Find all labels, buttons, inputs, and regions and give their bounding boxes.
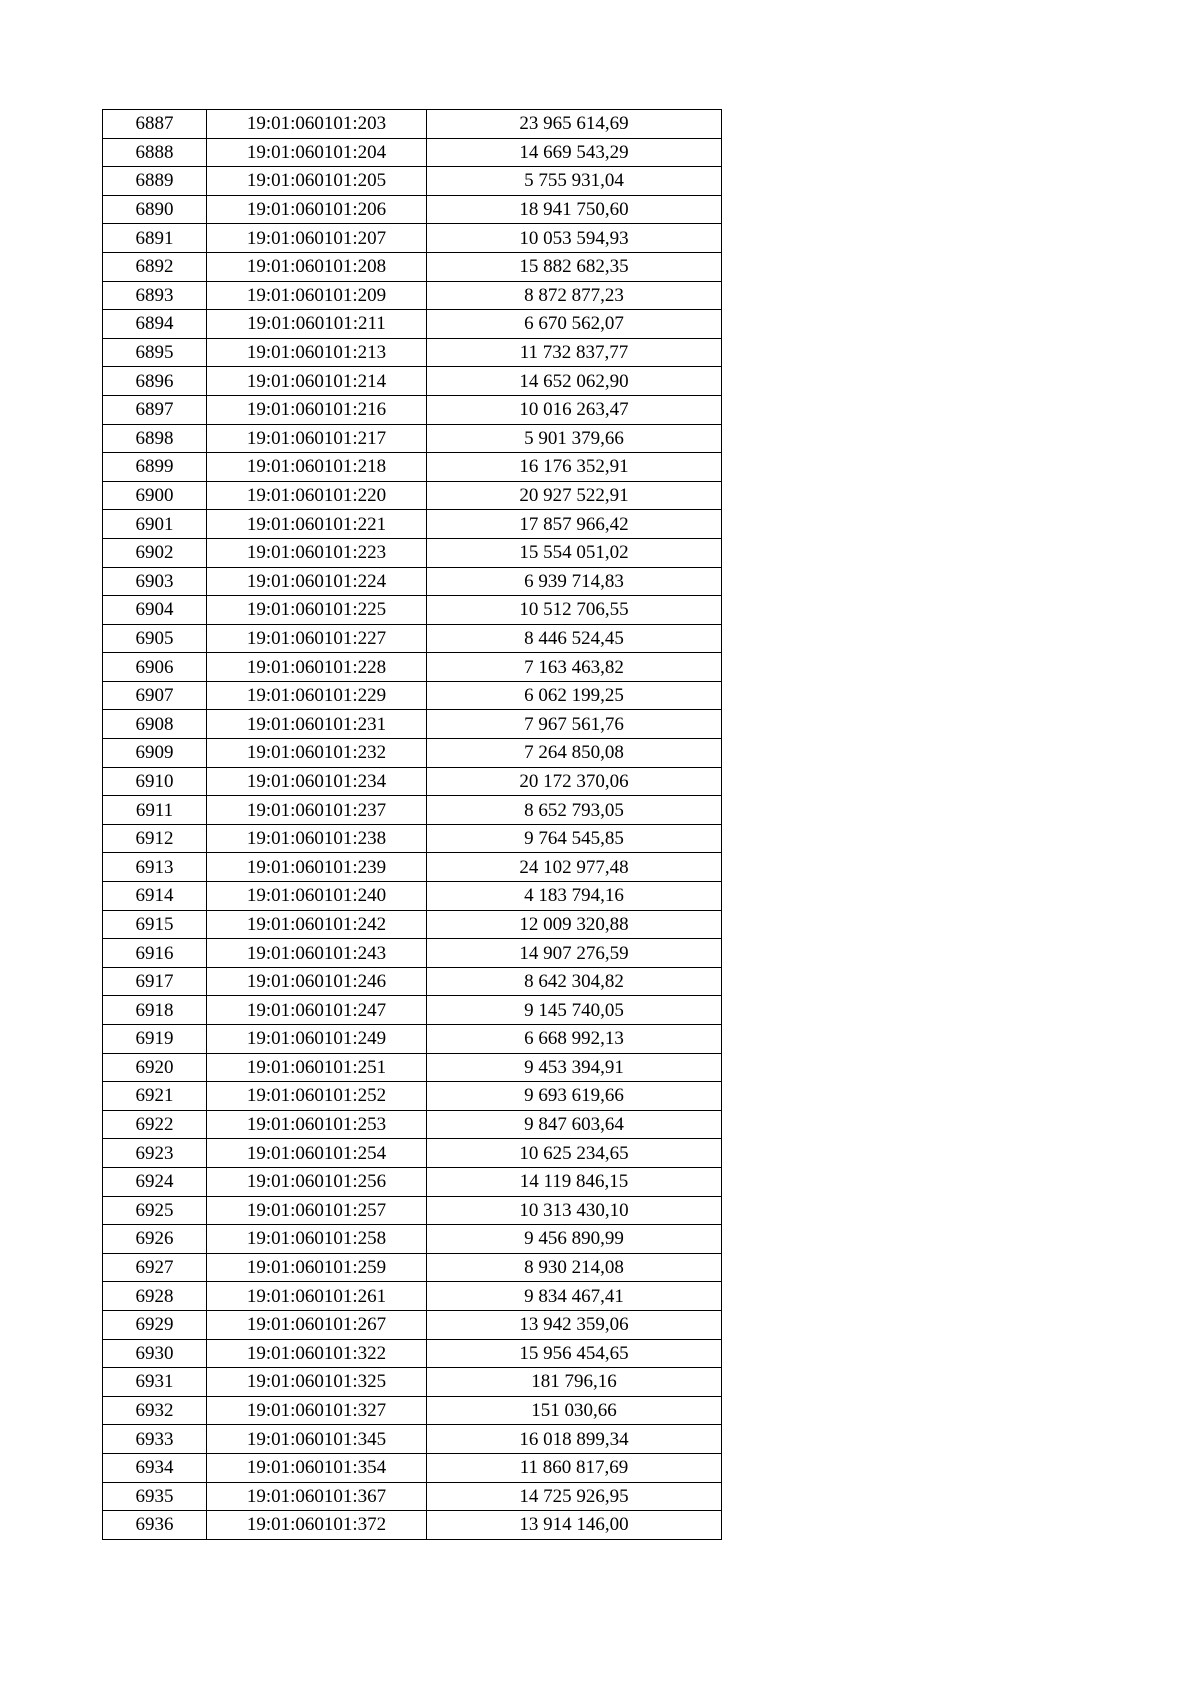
cadastral-number-cell: 19:01:060101:240 <box>207 882 427 911</box>
cadastral-number-cell: 19:01:060101:259 <box>207 1253 427 1282</box>
cadastral-number-cell: 19:01:060101:251 <box>207 1053 427 1082</box>
value-cell: 13 914 146,00 <box>427 1511 722 1540</box>
value-cell: 11 860 817,69 <box>427 1453 722 1482</box>
cadastral-number-cell: 19:01:060101:325 <box>207 1368 427 1397</box>
cadastral-number-cell: 19:01:060101:252 <box>207 1082 427 1111</box>
row-number-cell: 6918 <box>103 996 207 1025</box>
value-cell: 15 554 051,02 <box>427 538 722 567</box>
cadastral-number-cell: 19:01:060101:253 <box>207 1110 427 1139</box>
row-number-cell: 6915 <box>103 910 207 939</box>
row-number-cell: 6897 <box>103 395 207 424</box>
table-row <box>103 1253 722 1282</box>
value-cell: 18 941 750,60 <box>427 195 722 224</box>
table-row <box>103 624 722 653</box>
value-cell: 14 119 846,15 <box>427 1167 722 1196</box>
cadastral-number-cell: 19:01:060101:206 <box>207 195 427 224</box>
cadastral-number-cell: 19:01:060101:229 <box>207 681 427 710</box>
table-row <box>103 1196 722 1225</box>
value-cell: 10 313 430,10 <box>427 1196 722 1225</box>
row-number-cell: 6888 <box>103 138 207 167</box>
table-row <box>103 681 722 710</box>
value-cell: 5 755 931,04 <box>427 167 722 196</box>
row-number-cell: 6893 <box>103 281 207 310</box>
cadastral-number-cell: 19:01:060101:209 <box>207 281 427 310</box>
value-cell: 13 942 359,06 <box>427 1310 722 1339</box>
row-number-cell: 6924 <box>103 1167 207 1196</box>
table-row <box>103 395 722 424</box>
value-cell: 9 834 467,41 <box>427 1282 722 1311</box>
cadastral-number-cell: 19:01:060101:207 <box>207 224 427 253</box>
row-number-cell: 6891 <box>103 224 207 253</box>
table-row <box>103 910 722 939</box>
table-row <box>103 996 722 1025</box>
cadastral-number-cell: 19:01:060101:217 <box>207 424 427 453</box>
cadastral-number-cell: 19:01:060101:234 <box>207 767 427 796</box>
value-cell: 6 062 199,25 <box>427 681 722 710</box>
row-number-cell: 6898 <box>103 424 207 453</box>
value-cell: 7 264 850,08 <box>427 739 722 768</box>
value-cell: 12 009 320,88 <box>427 910 722 939</box>
cadastral-number-cell: 19:01:060101:232 <box>207 739 427 768</box>
value-cell: 24 102 977,48 <box>427 853 722 882</box>
value-cell: 20 927 522,91 <box>427 481 722 510</box>
row-number-cell: 6894 <box>103 310 207 339</box>
cadastral-number-cell: 19:01:060101:204 <box>207 138 427 167</box>
value-cell: 16 018 899,34 <box>427 1425 722 1454</box>
table-row <box>103 1482 722 1511</box>
row-number-cell: 6923 <box>103 1139 207 1168</box>
row-number-cell: 6925 <box>103 1196 207 1225</box>
row-number-cell: 6935 <box>103 1482 207 1511</box>
row-number-cell: 6919 <box>103 1025 207 1054</box>
value-cell: 6 668 992,13 <box>427 1025 722 1054</box>
value-cell: 20 172 370,06 <box>427 767 722 796</box>
cadastral-number-cell: 19:01:060101:267 <box>207 1310 427 1339</box>
value-cell: 4 183 794,16 <box>427 882 722 911</box>
value-cell: 9 456 890,99 <box>427 1225 722 1254</box>
row-number-cell: 6917 <box>103 967 207 996</box>
row-number-cell: 6901 <box>103 510 207 539</box>
table-row <box>103 853 722 882</box>
cadastral-number-cell: 19:01:060101:242 <box>207 910 427 939</box>
cadastral-number-cell: 19:01:060101:261 <box>207 1282 427 1311</box>
value-cell: 7 967 561,76 <box>427 710 722 739</box>
cadastral-number-cell: 19:01:060101:223 <box>207 538 427 567</box>
value-cell: 181 796,16 <box>427 1368 722 1397</box>
value-cell: 5 901 379,66 <box>427 424 722 453</box>
cadastral-number-cell: 19:01:060101:216 <box>207 395 427 424</box>
row-number-cell: 6914 <box>103 882 207 911</box>
table-row <box>103 1511 722 1540</box>
table-row <box>103 367 722 396</box>
table-row <box>103 338 722 367</box>
table-row <box>103 167 722 196</box>
row-number-cell: 6900 <box>103 481 207 510</box>
value-cell: 11 732 837,77 <box>427 338 722 367</box>
value-cell: 9 145 740,05 <box>427 996 722 1025</box>
table-row <box>103 538 722 567</box>
value-cell: 14 652 062,90 <box>427 367 722 396</box>
cadastral-number-cell: 19:01:060101:237 <box>207 796 427 825</box>
row-number-cell: 6904 <box>103 596 207 625</box>
table-row <box>103 1339 722 1368</box>
cadastral-number-cell: 19:01:060101:367 <box>207 1482 427 1511</box>
row-number-cell: 6911 <box>103 796 207 825</box>
row-number-cell: 6928 <box>103 1282 207 1311</box>
row-number-cell: 6887 <box>103 110 207 139</box>
table-row <box>103 310 722 339</box>
row-number-cell: 6909 <box>103 739 207 768</box>
value-cell: 8 446 524,45 <box>427 624 722 653</box>
cadastral-number-cell: 19:01:060101:322 <box>207 1339 427 1368</box>
table-row <box>103 138 722 167</box>
table-row <box>103 252 722 281</box>
table-row <box>103 510 722 539</box>
value-cell: 8 642 304,82 <box>427 967 722 996</box>
table-row <box>103 453 722 482</box>
value-cell: 15 882 682,35 <box>427 252 722 281</box>
table-row <box>103 1110 722 1139</box>
value-cell: 16 176 352,91 <box>427 453 722 482</box>
table-row <box>103 110 722 139</box>
table-row <box>103 1025 722 1054</box>
cadastral-number-cell: 19:01:060101:249 <box>207 1025 427 1054</box>
table-row <box>103 1282 722 1311</box>
value-cell: 10 016 263,47 <box>427 395 722 424</box>
table-row <box>103 739 722 768</box>
row-number-cell: 6905 <box>103 624 207 653</box>
row-number-cell: 6921 <box>103 1082 207 1111</box>
value-cell: 8 652 793,05 <box>427 796 722 825</box>
table-row <box>103 195 722 224</box>
cadastral-number-cell: 19:01:060101:227 <box>207 624 427 653</box>
value-cell: 10 625 234,65 <box>427 1139 722 1168</box>
table-row <box>103 281 722 310</box>
table-row <box>103 1225 722 1254</box>
value-cell: 10 512 706,55 <box>427 596 722 625</box>
value-cell: 15 956 454,65 <box>427 1339 722 1368</box>
row-number-cell: 6890 <box>103 195 207 224</box>
value-cell: 6 939 714,83 <box>427 567 722 596</box>
row-number-cell: 6907 <box>103 681 207 710</box>
row-number-cell: 6912 <box>103 824 207 853</box>
cadastral-number-cell: 19:01:060101:203 <box>207 110 427 139</box>
cadastral-number-cell: 19:01:060101:247 <box>207 996 427 1025</box>
table-row <box>103 1310 722 1339</box>
row-number-cell: 6931 <box>103 1368 207 1397</box>
table-row <box>103 1453 722 1482</box>
table-row <box>103 1053 722 1082</box>
table-body <box>103 110 722 1540</box>
cadastral-number-cell: 19:01:060101:258 <box>207 1225 427 1254</box>
table-row <box>103 567 722 596</box>
cadastral-value-table <box>102 109 722 1540</box>
row-number-cell: 6933 <box>103 1425 207 1454</box>
row-number-cell: 6913 <box>103 853 207 882</box>
row-number-cell: 6892 <box>103 252 207 281</box>
row-number-cell: 6926 <box>103 1225 207 1254</box>
row-number-cell: 6910 <box>103 767 207 796</box>
cadastral-number-cell: 19:01:060101:224 <box>207 567 427 596</box>
value-cell: 17 857 966,42 <box>427 510 722 539</box>
value-cell: 151 030,66 <box>427 1396 722 1425</box>
cadastral-number-cell: 19:01:060101:205 <box>207 167 427 196</box>
cadastral-number-cell: 19:01:060101:354 <box>207 1453 427 1482</box>
cadastral-number-cell: 19:01:060101:254 <box>207 1139 427 1168</box>
row-number-cell: 6927 <box>103 1253 207 1282</box>
row-number-cell: 6930 <box>103 1339 207 1368</box>
row-number-cell: 6908 <box>103 710 207 739</box>
row-number-cell: 6929 <box>103 1310 207 1339</box>
value-cell: 9 764 545,85 <box>427 824 722 853</box>
cadastral-number-cell: 19:01:060101:256 <box>207 1167 427 1196</box>
table-row <box>103 882 722 911</box>
value-cell: 9 453 394,91 <box>427 1053 722 1082</box>
cadastral-number-cell: 19:01:060101:214 <box>207 367 427 396</box>
cadastral-number-cell: 19:01:060101:345 <box>207 1425 427 1454</box>
table-row <box>103 710 722 739</box>
cadastral-number-cell: 19:01:060101:239 <box>207 853 427 882</box>
table-row <box>103 1082 722 1111</box>
table-row <box>103 653 722 682</box>
table-row <box>103 1396 722 1425</box>
cadastral-number-cell: 19:01:060101:246 <box>207 967 427 996</box>
cadastral-number-cell: 19:01:060101:257 <box>207 1196 427 1225</box>
row-number-cell: 6896 <box>103 367 207 396</box>
row-number-cell: 6899 <box>103 453 207 482</box>
row-number-cell: 6895 <box>103 338 207 367</box>
row-number-cell: 6902 <box>103 538 207 567</box>
table-row <box>103 424 722 453</box>
cadastral-number-cell: 19:01:060101:221 <box>207 510 427 539</box>
value-cell: 8 872 877,23 <box>427 281 722 310</box>
cadastral-number-cell: 19:01:060101:228 <box>207 653 427 682</box>
row-number-cell: 6934 <box>103 1453 207 1482</box>
table-row <box>103 1139 722 1168</box>
cadastral-number-cell: 19:01:060101:208 <box>207 252 427 281</box>
value-cell: 14 669 543,29 <box>427 138 722 167</box>
table-row <box>103 967 722 996</box>
value-cell: 8 930 214,08 <box>427 1253 722 1282</box>
cadastral-number-cell: 19:01:060101:220 <box>207 481 427 510</box>
table-row <box>103 224 722 253</box>
value-cell: 23 965 614,69 <box>427 110 722 139</box>
value-cell: 10 053 594,93 <box>427 224 722 253</box>
table-row <box>103 1167 722 1196</box>
table-row <box>103 824 722 853</box>
value-cell: 7 163 463,82 <box>427 653 722 682</box>
row-number-cell: 6932 <box>103 1396 207 1425</box>
value-cell: 14 907 276,59 <box>427 939 722 968</box>
row-number-cell: 6903 <box>103 567 207 596</box>
row-number-cell: 6906 <box>103 653 207 682</box>
cadastral-number-cell: 19:01:060101:211 <box>207 310 427 339</box>
cadastral-number-cell: 19:01:060101:231 <box>207 710 427 739</box>
row-number-cell: 6920 <box>103 1053 207 1082</box>
cadastral-number-cell: 19:01:060101:372 <box>207 1511 427 1540</box>
row-number-cell: 6936 <box>103 1511 207 1540</box>
cadastral-number-cell: 19:01:060101:218 <box>207 453 427 482</box>
table-row <box>103 596 722 625</box>
value-cell: 9 847 603,64 <box>427 1110 722 1139</box>
row-number-cell: 6889 <box>103 167 207 196</box>
table-row <box>103 481 722 510</box>
table-row <box>103 796 722 825</box>
table-row <box>103 767 722 796</box>
row-number-cell: 6922 <box>103 1110 207 1139</box>
cadastral-number-cell: 19:01:060101:327 <box>207 1396 427 1425</box>
cadastral-number-cell: 19:01:060101:243 <box>207 939 427 968</box>
row-number-cell: 6916 <box>103 939 207 968</box>
table-row <box>103 939 722 968</box>
table-row <box>103 1368 722 1397</box>
table-row <box>103 1425 722 1454</box>
value-cell: 9 693 619,66 <box>427 1082 722 1111</box>
value-cell: 6 670 562,07 <box>427 310 722 339</box>
cadastral-number-cell: 19:01:060101:238 <box>207 824 427 853</box>
value-cell: 14 725 926,95 <box>427 1482 722 1511</box>
cadastral-number-cell: 19:01:060101:225 <box>207 596 427 625</box>
cadastral-number-cell: 19:01:060101:213 <box>207 338 427 367</box>
